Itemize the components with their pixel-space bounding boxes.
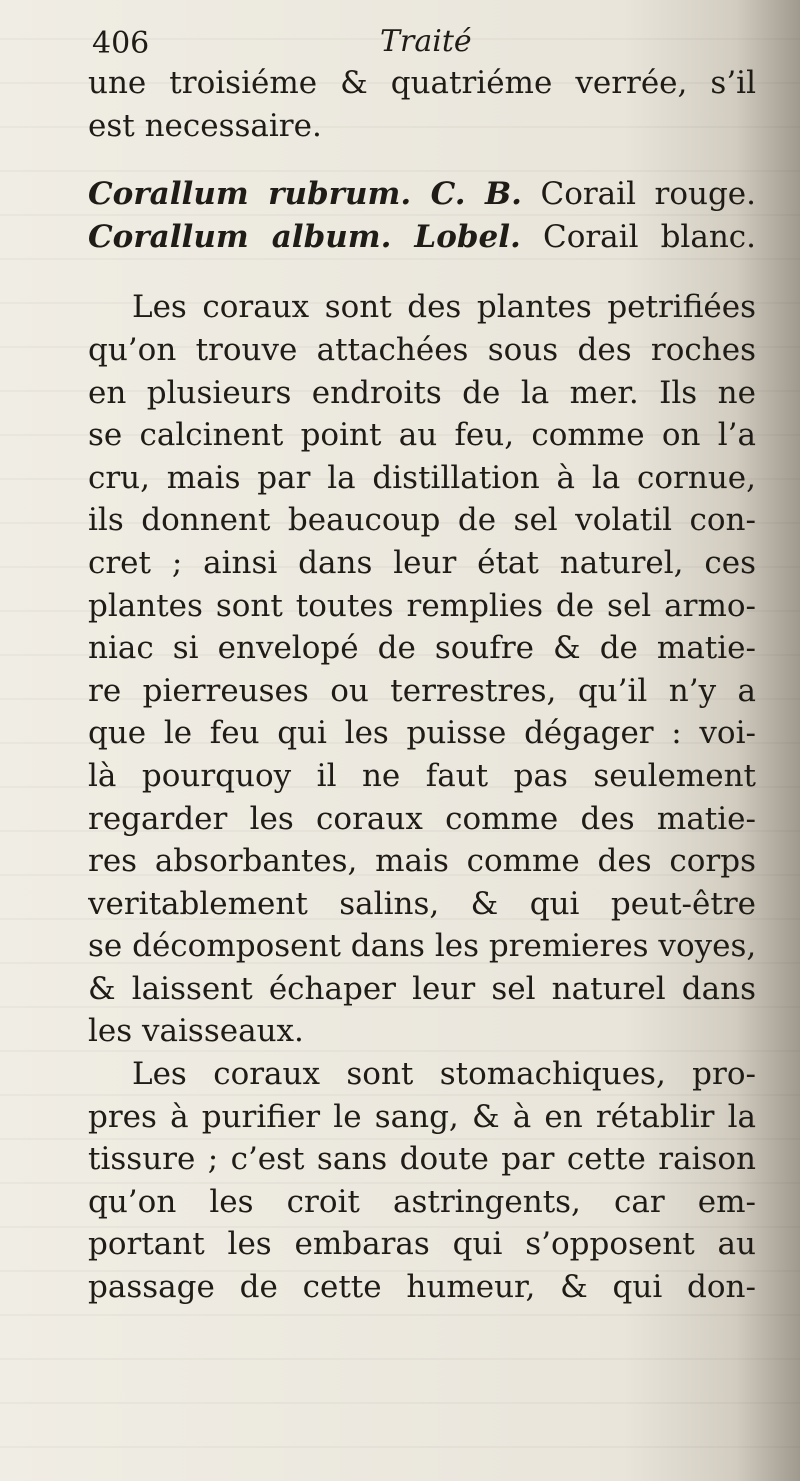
text-line: passage de cette humeur, & qui don- [88, 1269, 756, 1306]
text-line: en plusieurs endroits de la mer. Ils ne [88, 374, 756, 411]
entry-title-red-coral [88, 173, 756, 216]
entry-title-white-coral [88, 216, 756, 259]
text-line: re pierreuses ou terrestres, qu’il n’y a [88, 672, 756, 709]
paragraph-2 [88, 1053, 756, 1309]
text-line: portant les embaras qui s’opposent au [88, 1226, 756, 1263]
text-line: ils donnent beaucoup de sel volatil con- [88, 502, 756, 539]
text-line: les vaisseaux. [88, 1013, 304, 1050]
text-line: que le feu qui les puisse dégager : voi- [88, 715, 756, 752]
text-line: niac si envelopé de soufre & de matie- [88, 630, 756, 667]
text-line: est necessaire. [88, 107, 322, 144]
running-head: Traité [380, 24, 472, 59]
text-line: pres à purifier le sang, & à en rétablir la [88, 1098, 756, 1135]
spacer [88, 258, 756, 286]
text-line: là pourquoy il ne faut pas seulement [88, 757, 756, 794]
paragraph-1 [88, 286, 756, 1053]
text-line: cru, mais par la distillation à la cornue, [88, 459, 756, 496]
text-line: plantes sont toutes remplies de sel armo- [88, 587, 756, 624]
text-line: & laissent échaper leur sel naturel dans [88, 970, 756, 1007]
page-header [92, 22, 732, 66]
french-name: Corail blanc. [542, 218, 757, 255]
spacer [88, 147, 756, 173]
text-line: qu’on trouve attachées sous des roches [88, 331, 756, 368]
latin-name: Corallum album. Lobel. [88, 218, 521, 255]
text-line: Les coraux sont des plantes petrifiées [132, 289, 756, 326]
text-line: se calcinent point au feu, comme on l’a [88, 417, 756, 454]
text-line: res absorbantes, mais comme des corps [88, 843, 756, 880]
text-line: tissure ; c’est sans doute par cette raison [88, 1141, 756, 1178]
text-line: se décomposent dans les premieres voyes, [88, 928, 756, 965]
page-body [88, 62, 756, 1309]
text-line: Les coraux sont stomachiques, pro- [132, 1056, 756, 1093]
french-name: Corail rouge. [540, 176, 757, 213]
page-number: 406 [92, 26, 150, 61]
text-line: veritablement salins, & qui peut-être [88, 885, 756, 922]
latin-name: Corallum rubrum. C. B. [88, 176, 522, 213]
text-line: cret ; ainsi dans leur état naturel, ces [88, 544, 756, 581]
text-line: regarder les coraux comme des matie- [88, 800, 756, 837]
text-line: qu’on les croit astringents, car em- [88, 1183, 756, 1220]
text-line: une troisiéme & quatriéme verrée, s’il [88, 65, 756, 101]
